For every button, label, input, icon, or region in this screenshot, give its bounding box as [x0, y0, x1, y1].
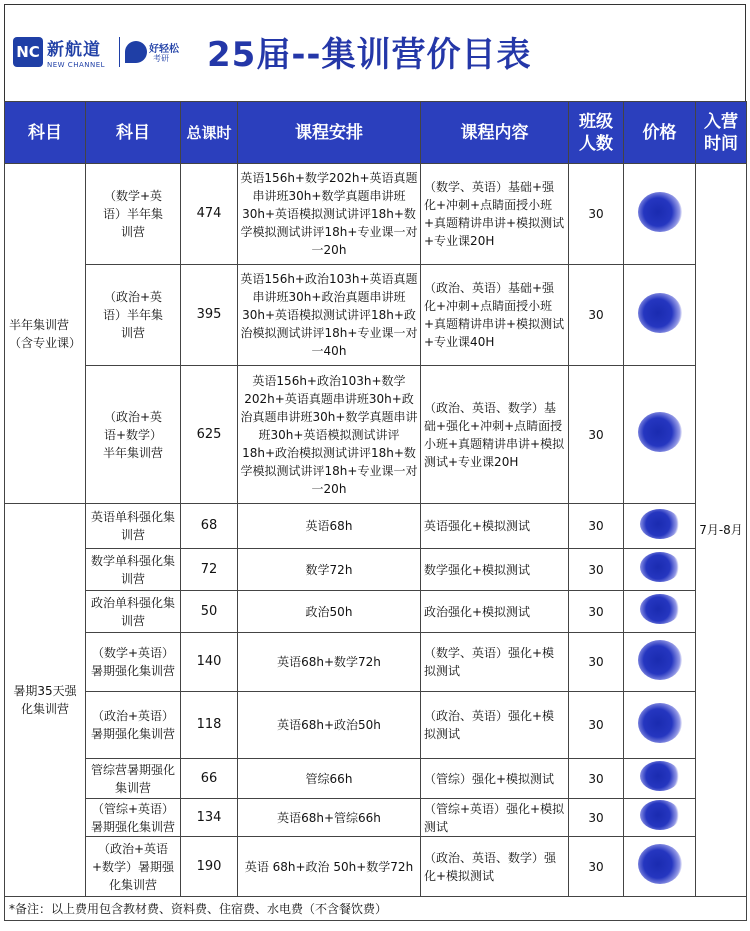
content-cell: （管综）强化+模拟测试	[421, 759, 569, 799]
class-size-cell: 30	[569, 799, 624, 837]
schedule-cell: 英语156h+政治103h+英语真题串讲班30h+政治真题串讲班30h+英语模拟测试讲评18h+政治模拟测试讲评18h+专业课一对一40h	[238, 265, 421, 366]
schedule-cell: 英语68h+数学72h	[238, 633, 421, 692]
logo-divider	[119, 37, 120, 67]
logo2-line2: 考研	[153, 54, 169, 63]
price-cell	[624, 504, 696, 549]
subject-cell: （管综+英语）暑期强化集训营	[86, 799, 181, 837]
subject-cell: （数学+英语）暑期强化集训营	[86, 633, 181, 692]
price-cell	[624, 265, 696, 366]
logo-chinese-name: 新航道	[47, 40, 101, 60]
swoosh-icon	[125, 41, 147, 63]
price-cell	[624, 164, 696, 265]
subject-cell: 政治单科强化集训营	[86, 591, 181, 633]
blurred-price	[638, 844, 682, 884]
blurred-price	[638, 293, 682, 333]
price-cell	[624, 549, 696, 591]
price-cell	[624, 366, 696, 504]
subject-cell: （政治+英语）半年集训营	[86, 265, 181, 366]
content-cell: （管综+英语）强化+模拟测试	[421, 799, 569, 837]
class-size-cell: 30	[569, 504, 624, 549]
haoqingsong-logo	[125, 39, 183, 65]
class-size-cell: 30	[569, 549, 624, 591]
blurred-price	[640, 761, 680, 791]
content-cell: （数学、英语）强化+模拟测试	[421, 633, 569, 692]
table-row	[5, 837, 747, 897]
content-cell: 英语强化+模拟测试	[421, 504, 569, 549]
table-row	[5, 504, 747, 549]
schedule-cell: 英语68h+政治50h	[238, 692, 421, 759]
price-cell	[624, 837, 696, 897]
class-size-cell: 30	[569, 591, 624, 633]
schedule-cell: 政治50h	[238, 591, 421, 633]
column-header: 入营时间	[696, 102, 747, 164]
hours-cell: 140	[181, 633, 238, 692]
price-cell	[624, 692, 696, 759]
subject-cell: 英语单科强化集训营	[86, 504, 181, 549]
blurred-price	[638, 640, 682, 680]
blurred-price	[640, 552, 680, 582]
hours-cell: 72	[181, 549, 238, 591]
class-size-cell: 30	[569, 265, 624, 366]
class-size-cell: 30	[569, 164, 624, 265]
subject-cell: （政治+英语+数学）半年集训营	[86, 366, 181, 504]
table-row	[5, 633, 747, 692]
content-cell: 数学强化+模拟测试	[421, 549, 569, 591]
subject-cell: （数学+英语）半年集训营	[86, 164, 181, 265]
entry-time-cell: 7月-8月	[696, 164, 747, 897]
blurred-price	[640, 800, 680, 830]
hours-cell: 66	[181, 759, 238, 799]
content-cell: （数学、英语）基础+强化+冲刺+点睛面授小班+真题精讲串讲+模拟测试+专业课20H	[421, 164, 569, 265]
hours-cell: 118	[181, 692, 238, 759]
price-cell	[624, 591, 696, 633]
subject-cell: 管综营暑期强化集训营	[86, 759, 181, 799]
hours-cell: 68	[181, 504, 238, 549]
logo2-line1: 好轻松	[149, 44, 179, 55]
subject-cell: （政治+英语）暑期强化集训营	[86, 692, 181, 759]
new-channel-logo-text	[47, 35, 105, 69]
price-cell	[624, 633, 696, 692]
hours-cell: 190	[181, 837, 238, 897]
content-cell: （政治、英语、数学）基础+强化+冲刺+点睛面授小班+真题精讲串讲+模拟测试+专业课20H	[421, 366, 569, 504]
table-row	[5, 799, 747, 837]
schedule-cell: 英语156h+数学202h+英语真题串讲班30h+数学真题串讲班30h+英语模拟测试讲评18h+数学模拟测试讲评18h+专业课一对一20h	[238, 164, 421, 265]
blurred-price	[640, 594, 680, 624]
content-cell: （政治、英语）基础+强化+冲刺+点睛面授小班+真题精讲串讲+模拟测试+专业课40H	[421, 265, 569, 366]
class-size-cell: 30	[569, 692, 624, 759]
schedule-cell: 数学72h	[238, 549, 421, 591]
column-header: 课程内容	[421, 102, 569, 164]
footnote: *备注：以上费用包含教材费、资料费、住宿费、水电费（不含餐饮费）	[5, 897, 747, 921]
hours-cell: 395	[181, 265, 238, 366]
class-size-cell: 30	[569, 837, 624, 897]
hours-cell: 474	[181, 164, 238, 265]
table-header-row	[5, 102, 747, 164]
class-size-cell: 30	[569, 633, 624, 692]
hours-cell: 625	[181, 366, 238, 504]
logo-english-name: NEW CHANNEL	[47, 61, 106, 69]
table-row	[5, 759, 747, 799]
column-header: 科目	[5, 102, 86, 164]
column-header: 价格	[624, 102, 696, 164]
content-cell: （政治、英语、数学）强化+模拟测试	[421, 837, 569, 897]
blurred-price	[638, 703, 682, 743]
hours-cell: 50	[181, 591, 238, 633]
note-row	[5, 897, 747, 921]
table-row	[5, 692, 747, 759]
group-label: 半年集训营（含专业课）	[5, 164, 86, 504]
column-header: 总课时	[181, 102, 238, 164]
table-row	[5, 549, 747, 591]
table-row	[5, 591, 747, 633]
schedule-cell: 英语68h	[238, 504, 421, 549]
blurred-price	[638, 412, 682, 452]
content-cell: 政治强化+模拟测试	[421, 591, 569, 633]
hours-cell: 134	[181, 799, 238, 837]
column-header: 科目	[86, 102, 181, 164]
schedule-cell: 英语 68h+政治 50h+数学72h	[238, 837, 421, 897]
price-cell	[624, 759, 696, 799]
subject-cell: （政治+英语+数学）暑期强化集训营	[86, 837, 181, 897]
blurred-price	[638, 192, 682, 232]
column-header: 班级人数	[569, 102, 624, 164]
new-channel-logo-icon: NC	[13, 37, 43, 67]
price-cell	[624, 799, 696, 837]
price-table	[4, 101, 747, 921]
table-row	[5, 366, 747, 504]
group-label: 暑期35天强化集训营	[5, 504, 86, 897]
schedule-cell: 管综66h	[238, 759, 421, 799]
column-header: 课程安排	[238, 102, 421, 164]
content-cell: （政治、英语）强化+模拟测试	[421, 692, 569, 759]
schedule-cell: 英语156h+政治103h+数学202h+英语真题串讲班30h+政治真题串讲班30h+数学真题串讲班30h+英语模拟测试讲评18h+政治模拟测试讲评18h+数学模拟测试讲评18h+专业课一对一20h	[238, 366, 421, 504]
class-size-cell: 30	[569, 759, 624, 799]
schedule-cell: 英语68h+管综66h	[238, 799, 421, 837]
class-size-cell: 30	[569, 366, 624, 504]
table-row	[5, 265, 747, 366]
table-row	[5, 164, 747, 265]
page-header	[4, 4, 746, 102]
blurred-price	[640, 509, 680, 539]
subject-cell: 数学单科强化集训营	[86, 549, 181, 591]
page-title: 25届--集训营价目表	[207, 35, 532, 75]
